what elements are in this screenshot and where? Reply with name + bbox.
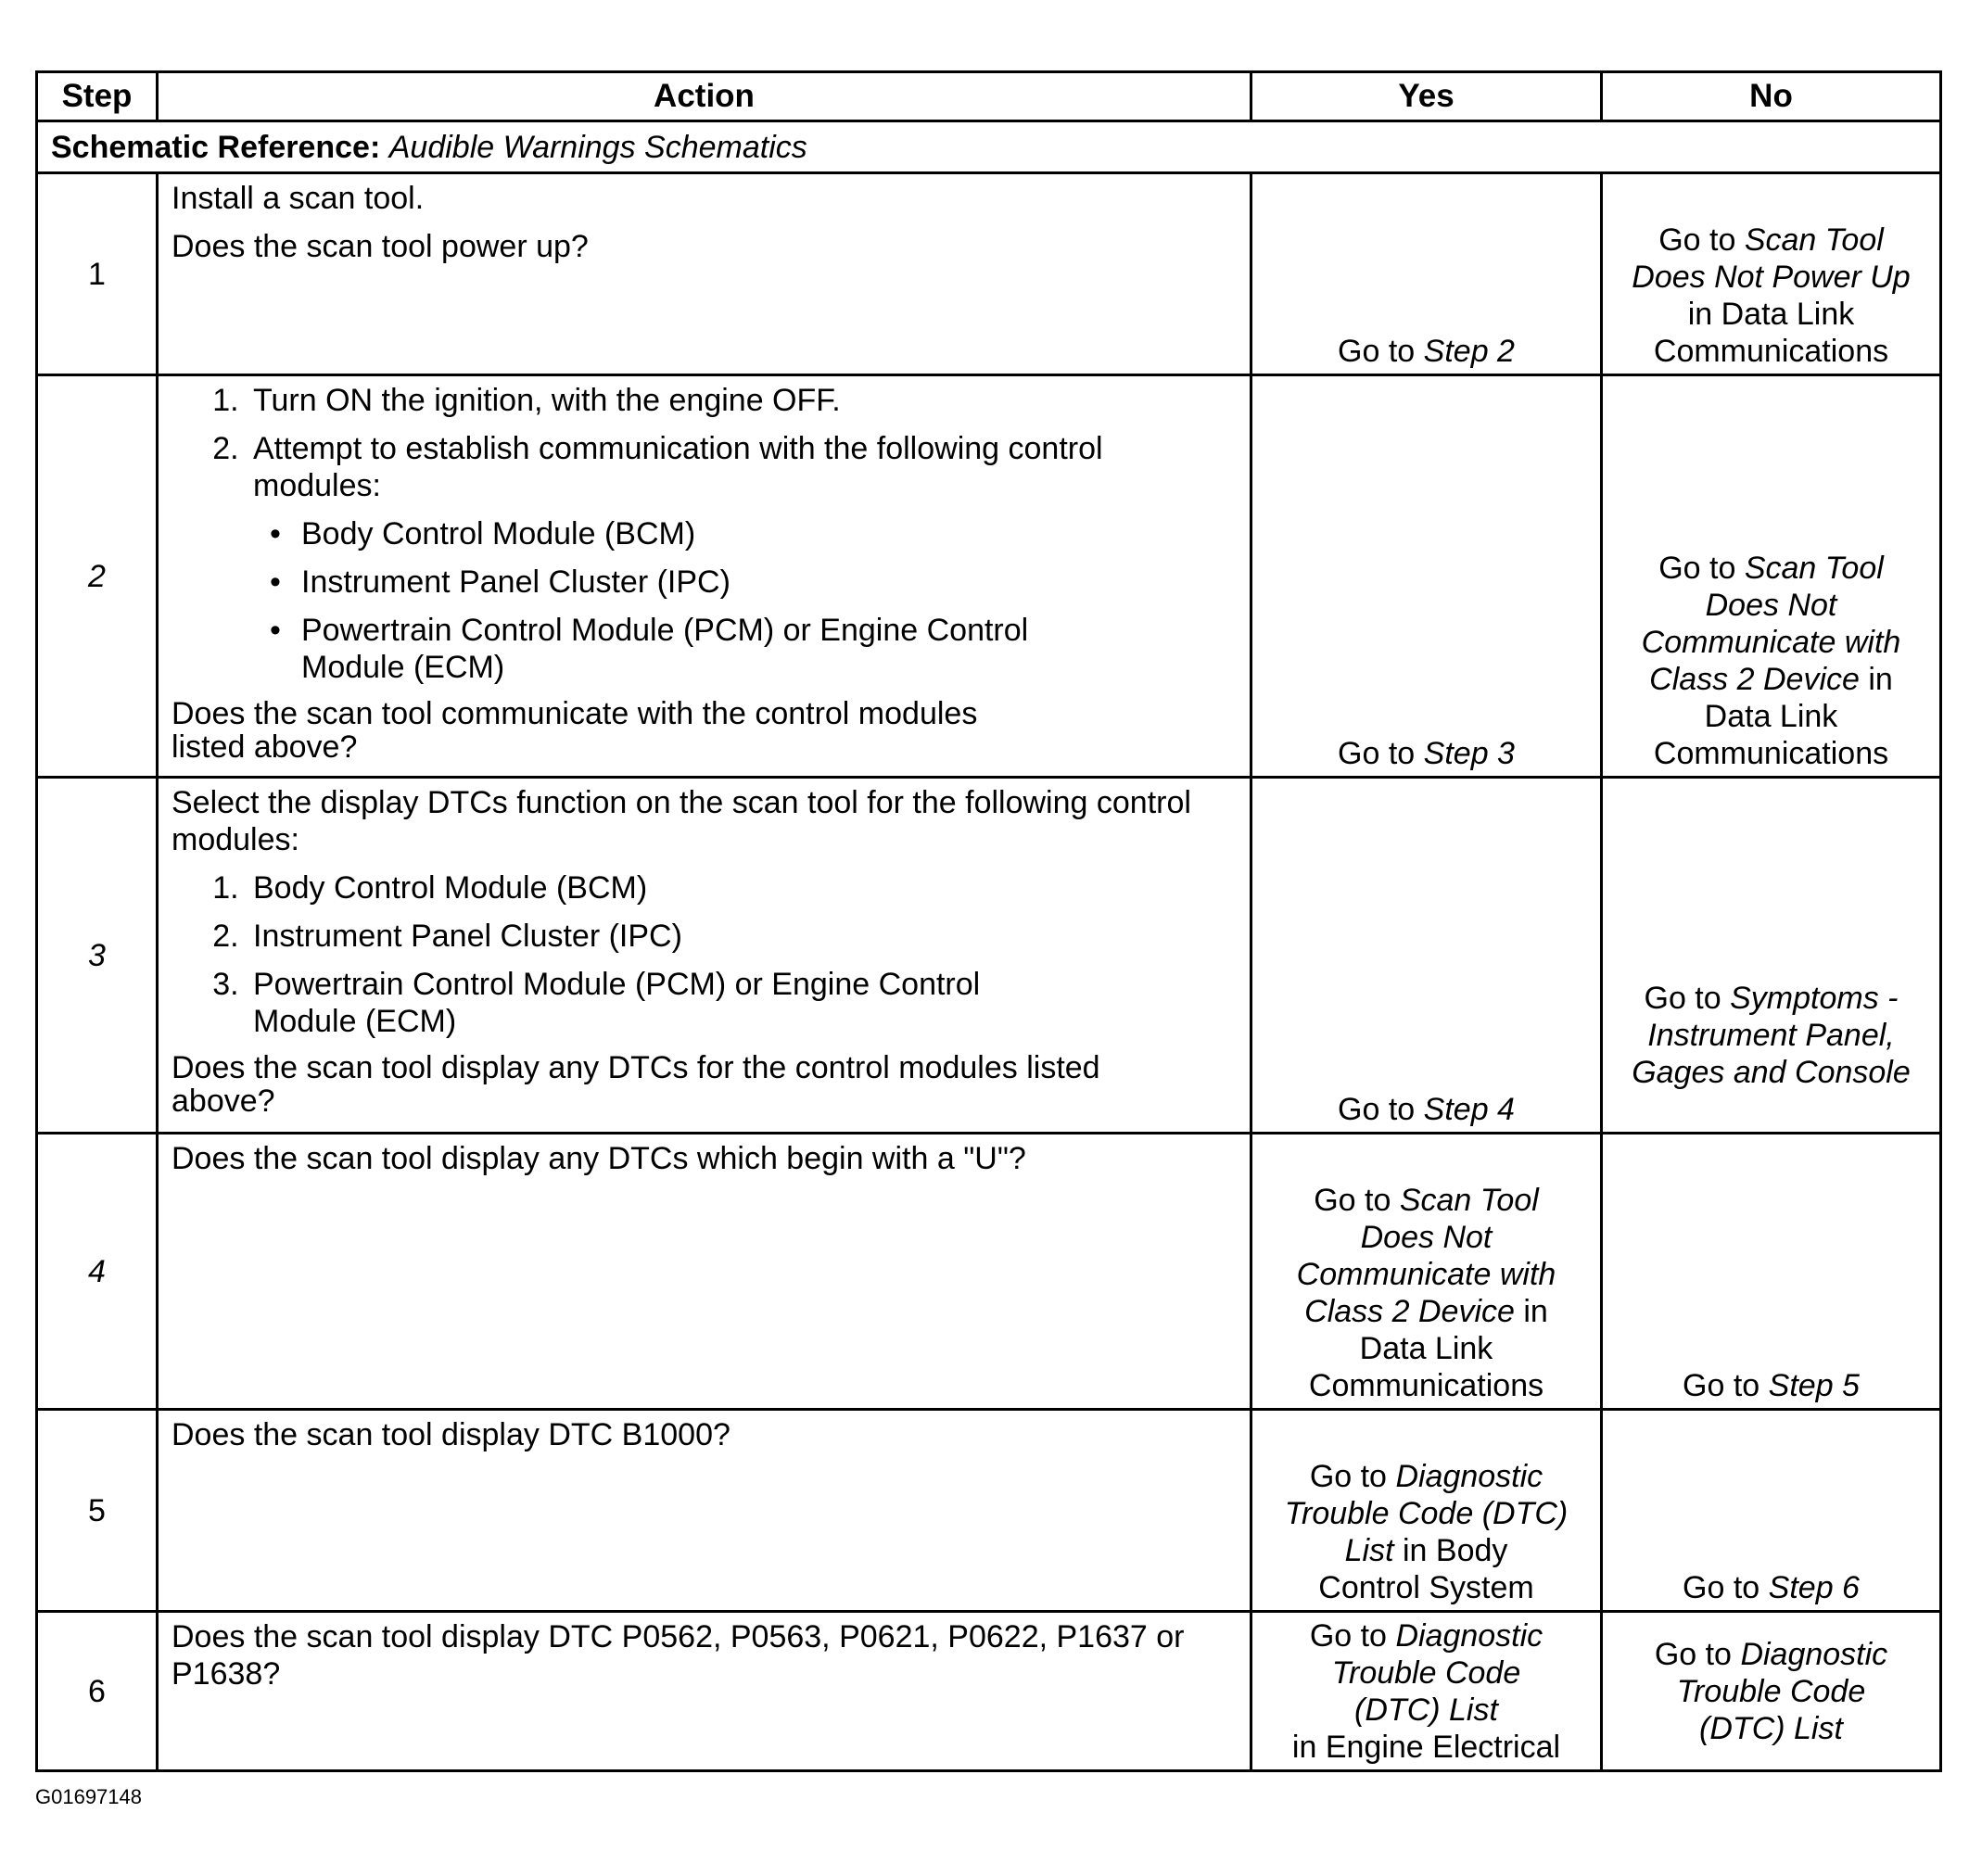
yes-cell xyxy=(1251,1612,1602,1771)
step-number: 1 xyxy=(37,173,158,375)
yes-link[interactable]: Does Not xyxy=(1360,1220,1493,1255)
yes-link[interactable]: List xyxy=(1344,1533,1394,1568)
no-suffix: in xyxy=(1868,662,1893,697)
header-yes: Yes xyxy=(1251,72,1602,121)
yes-link[interactable]: Step 3 xyxy=(1423,736,1515,771)
yes-link[interactable]: Diagnostic xyxy=(1395,1459,1543,1494)
list-item: 1. Body Control Module (BCM) xyxy=(248,869,1237,906)
action-cell xyxy=(158,778,1251,1134)
no-link[interactable]: Step 5 xyxy=(1768,1368,1860,1403)
step-number: 2 xyxy=(37,375,158,778)
action-cell xyxy=(158,1410,1251,1612)
step-number: 3 xyxy=(37,778,158,1134)
action-question: Does the scan tool display any DTCs for the control modules listed above? xyxy=(171,1050,1100,1119)
yes-link[interactable]: (DTC) List xyxy=(1354,1692,1498,1728)
no-link[interactable]: Scan Tool xyxy=(1744,551,1884,586)
list-item: 2. Attempt to establish communication with the following control modules: • Body Control Module (BCM) • Instrument Panel Cluster (IPC) • Powertrain Control Module (PCM) or Engine Control Module (ECM) xyxy=(248,430,1237,686)
action-cell xyxy=(158,1612,1251,1771)
no-cell xyxy=(1602,778,1941,1134)
action-intro: Select the display DTCs function on the scan tool for the following control modules: xyxy=(171,785,1191,857)
yes-suffix: Control System xyxy=(1318,1570,1534,1605)
action-question: Does the scan tool display DTC P0562, P0563, P0621, P0622, P1637 or P1638? xyxy=(171,1619,1185,1692)
action-cell xyxy=(158,1134,1251,1410)
table-row xyxy=(37,1612,1941,1771)
no-prefix: Go to xyxy=(1644,981,1721,1016)
bullet-item: • Body Control Module (BCM) xyxy=(270,516,696,551)
yes-prefix: Go to xyxy=(1338,334,1416,369)
bullet-list xyxy=(253,515,1237,686)
schematic-label: Schematic Reference: xyxy=(51,129,381,165)
yes-suffix: Communications xyxy=(1308,1368,1544,1403)
action-question: Does the scan tool communicate with the control modules listed above? xyxy=(171,696,978,765)
no-prefix: Go to xyxy=(1683,1368,1760,1403)
table-row xyxy=(37,1410,1941,1612)
bullet-item: • Instrument Panel Cluster (IPC) xyxy=(270,564,730,600)
no-link[interactable]: Diagnostic xyxy=(1740,1636,1888,1672)
yes-suffix: in Body xyxy=(1402,1533,1508,1568)
table-row xyxy=(37,173,1941,375)
action-question: Does the scan tool display DTC B1000? xyxy=(171,1417,730,1452)
table-row xyxy=(37,1134,1941,1410)
yes-link[interactable]: Trouble Code (DTC) xyxy=(1284,1496,1569,1531)
no-link[interactable]: Communicate with xyxy=(1641,625,1901,660)
step-number: 4 xyxy=(37,1134,158,1410)
figure-id: G01697148 xyxy=(35,1785,142,1808)
no-prefix: Go to xyxy=(1654,1636,1732,1672)
header-step: Step xyxy=(37,72,158,121)
no-link[interactable]: Does Not Power Up xyxy=(1632,260,1911,295)
no-link[interactable]: Step 6 xyxy=(1768,1570,1860,1605)
no-suffix: Data Link xyxy=(1704,699,1838,734)
yes-link[interactable]: Trouble Code xyxy=(1331,1654,1521,1691)
header-no: No xyxy=(1602,72,1941,121)
no-suffix: in Data Link xyxy=(1687,297,1855,332)
step-number: 6 xyxy=(37,1612,158,1771)
no-prefix: Go to xyxy=(1683,1570,1760,1605)
yes-link[interactable]: Diagnostic xyxy=(1395,1617,1543,1654)
no-link[interactable]: Symptoms - xyxy=(1730,981,1899,1016)
yes-cell xyxy=(1251,1410,1602,1612)
schematic-row xyxy=(37,121,1941,173)
no-cell xyxy=(1602,1134,1941,1410)
no-cell xyxy=(1602,173,1941,375)
yes-prefix: Go to xyxy=(1309,1617,1387,1654)
list-item: 3. Powertrain Control Module (PCM) or Engine Control Module (ECM) xyxy=(248,966,1237,1040)
yes-link[interactable]: Communicate with xyxy=(1296,1257,1556,1292)
yes-link[interactable]: Class 2 Device xyxy=(1304,1294,1515,1329)
ordered-list xyxy=(171,869,1237,1040)
header-action: Action xyxy=(158,72,1251,121)
yes-cell xyxy=(1251,375,1602,778)
no-prefix: Go to xyxy=(1658,551,1736,586)
yes-prefix: Go to xyxy=(1309,1459,1387,1494)
action-cell xyxy=(158,375,1251,778)
yes-link[interactable]: Step 4 xyxy=(1423,1092,1515,1127)
no-link[interactable]: Instrument Panel, xyxy=(1647,1018,1895,1053)
action-cell xyxy=(158,173,1251,375)
yes-prefix: Go to xyxy=(1314,1183,1391,1218)
action-question: Does the scan tool display any DTCs which begin with a "U"? xyxy=(171,1141,1026,1176)
yes-suffix: in xyxy=(1523,1294,1548,1329)
table-row xyxy=(37,778,1941,1134)
bullet-item: • Powertrain Control Module (PCM) or Engine Control Module (ECM) xyxy=(270,613,1029,685)
diagnostic-table xyxy=(35,70,1942,1772)
ordered-list xyxy=(171,382,1237,686)
schematic-reference xyxy=(37,121,1941,173)
no-cell xyxy=(1602,1410,1941,1612)
yes-cell xyxy=(1251,1134,1602,1410)
no-cell xyxy=(1602,1612,1941,1771)
yes-prefix: Go to xyxy=(1338,1092,1416,1127)
no-prefix: Go to xyxy=(1658,222,1736,258)
yes-cell xyxy=(1251,778,1602,1134)
no-link[interactable]: Class 2 Device xyxy=(1649,662,1860,697)
header-row xyxy=(37,72,1941,121)
step-number: 5 xyxy=(37,1410,158,1612)
list-item: 1. Turn ON the ignition, with the engine OFF. xyxy=(248,382,1237,419)
action-line: Does the scan tool power up? xyxy=(171,229,589,264)
no-cell xyxy=(1602,375,1941,778)
schematic-link[interactable]: Audible Warnings Schematics xyxy=(388,129,807,165)
no-link[interactable]: Scan Tool xyxy=(1744,222,1884,258)
list-item: 2. Instrument Panel Cluster (IPC) xyxy=(248,918,1237,955)
no-link[interactable]: (DTC) List xyxy=(1699,1710,1843,1746)
no-link[interactable]: Does Not xyxy=(1705,588,1837,623)
yes-prefix: Go to xyxy=(1338,736,1416,771)
action-line: Install a scan tool. xyxy=(171,181,425,216)
yes-link[interactable]: Scan Tool xyxy=(1399,1183,1539,1218)
table-row xyxy=(37,375,1941,778)
no-link[interactable]: Gages and Console xyxy=(1632,1055,1911,1090)
yes-cell xyxy=(1251,173,1602,375)
yes-suffix: in Engine Electrical xyxy=(1291,1729,1561,1765)
no-link[interactable]: Trouble Code xyxy=(1676,1673,1866,1709)
no-suffix: Communications xyxy=(1653,334,1889,369)
yes-suffix: Data Link xyxy=(1359,1331,1493,1366)
yes-link[interactable]: Step 2 xyxy=(1423,334,1515,369)
no-suffix: Communications xyxy=(1653,736,1889,771)
